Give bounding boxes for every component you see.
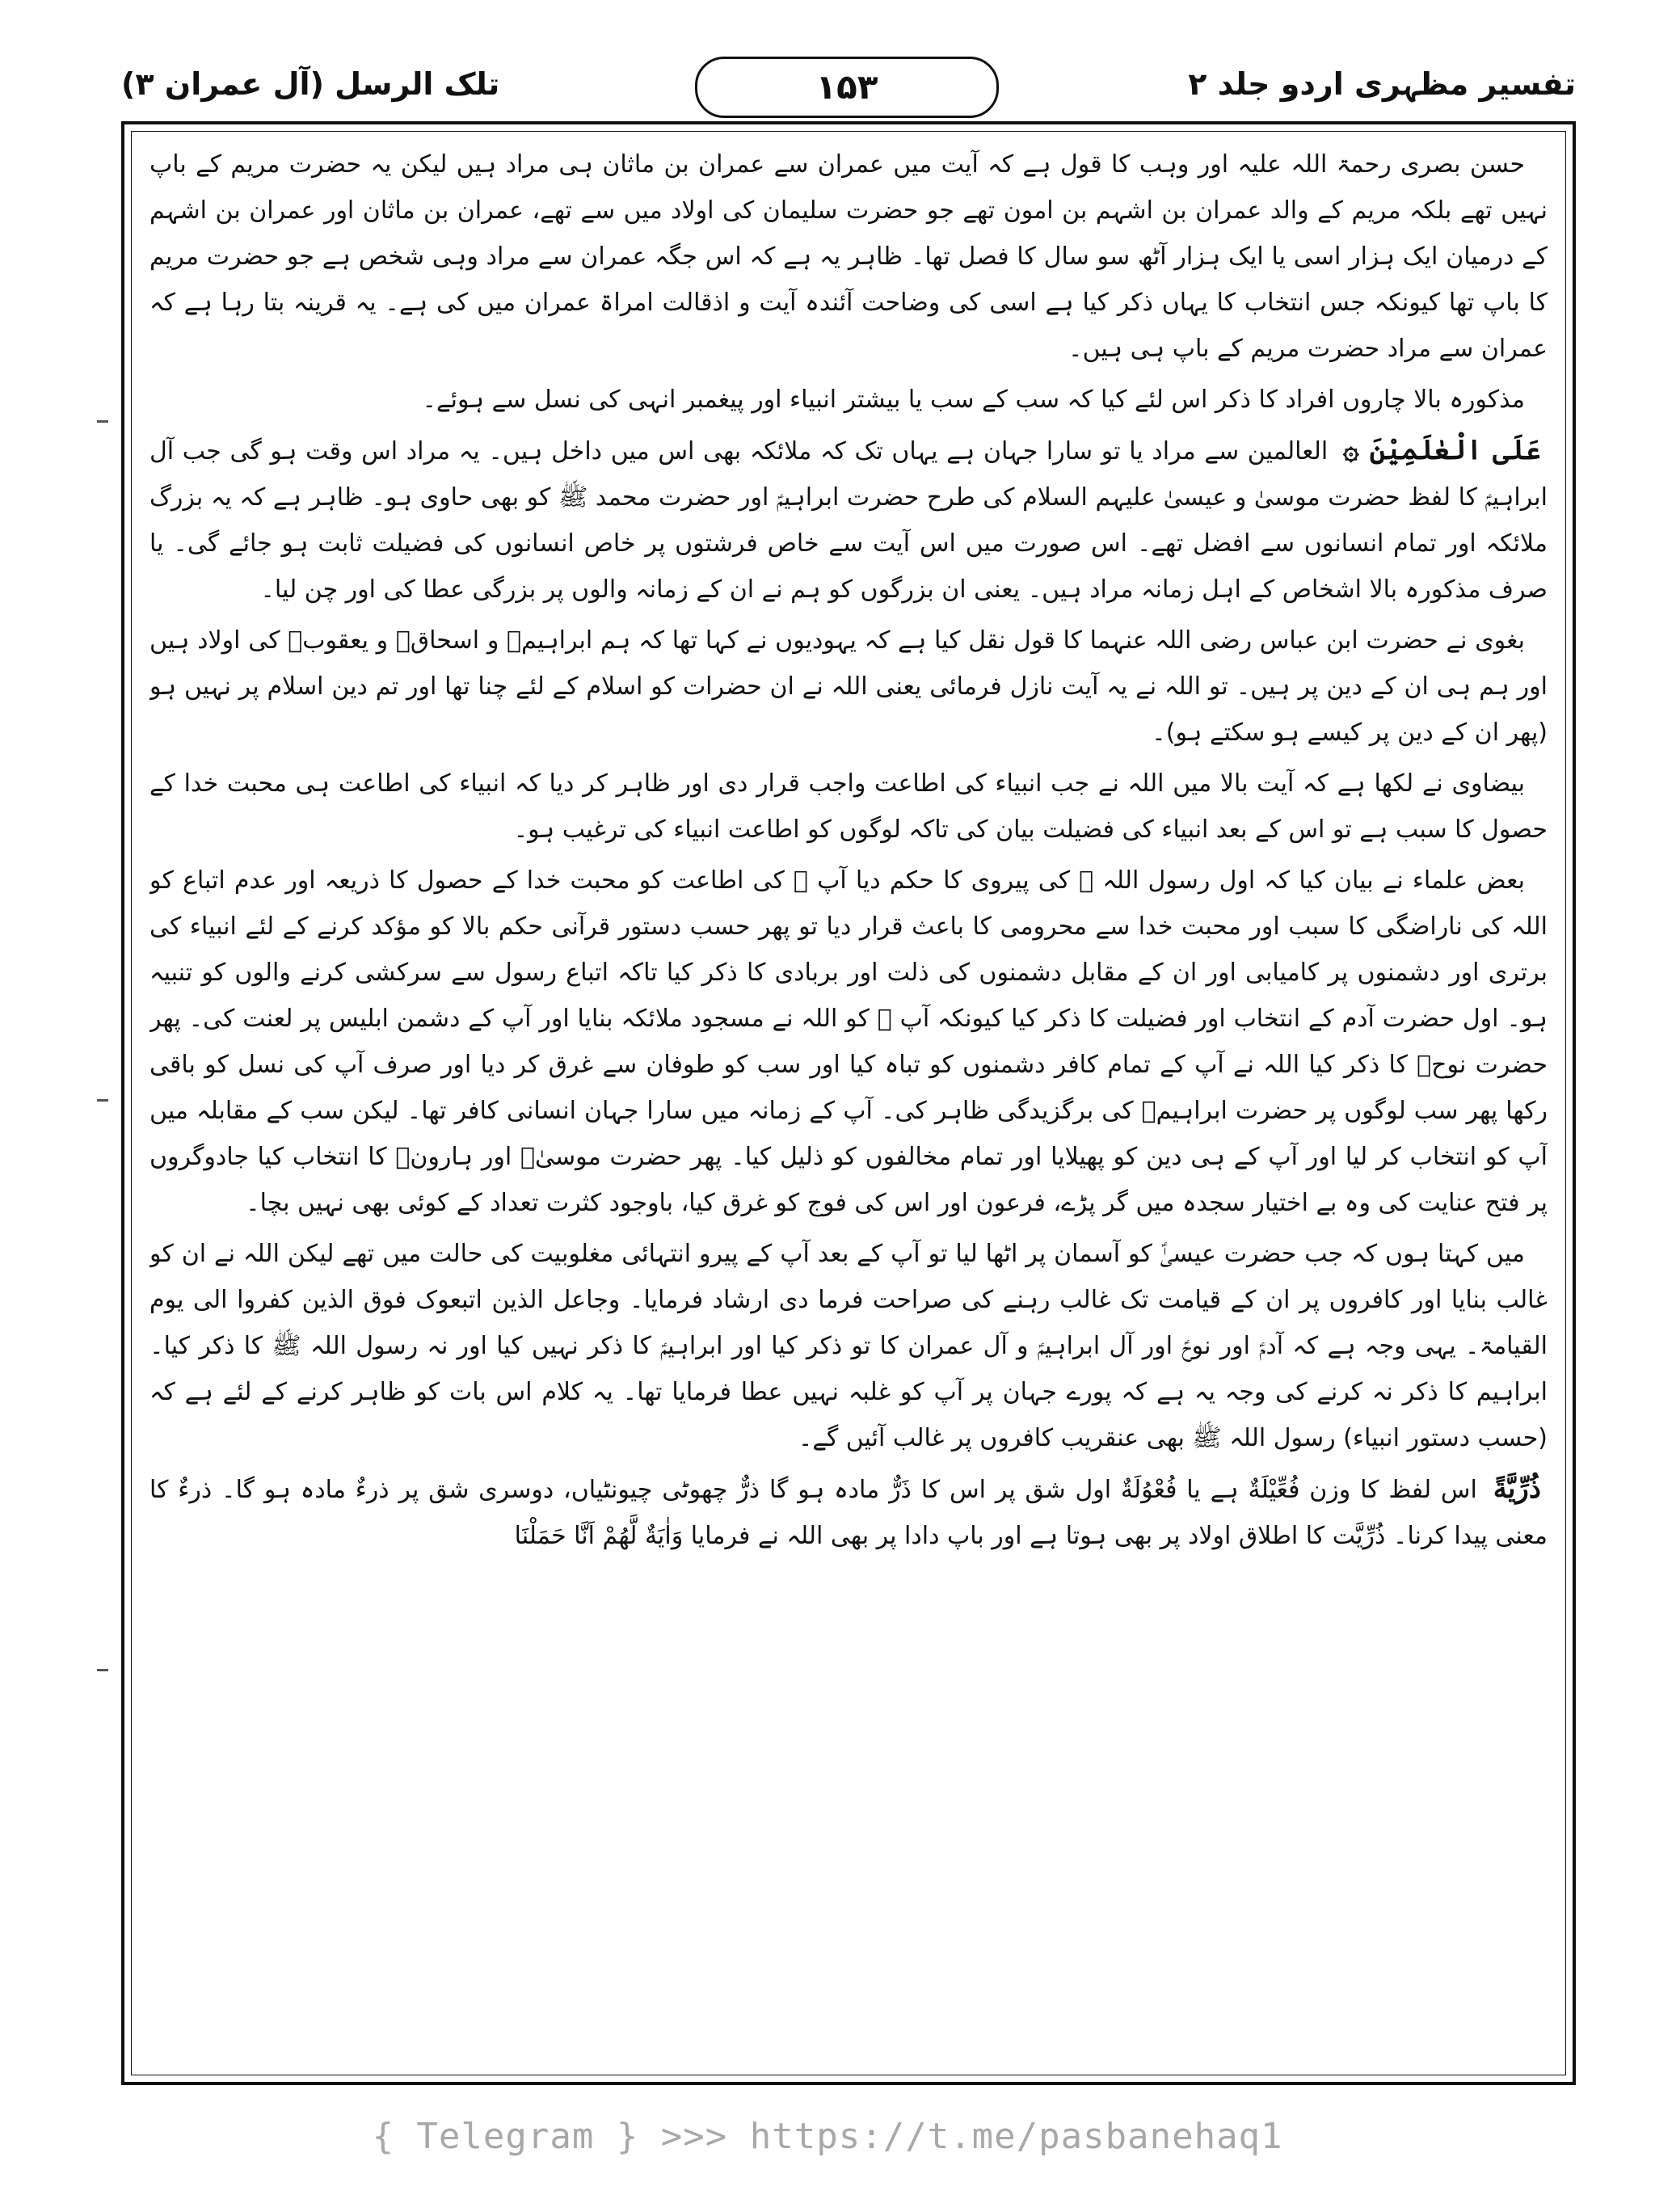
book-title: تفسیر مظہری اردو جلد ۲ [1188, 66, 1576, 102]
margin-mark [97, 1669, 108, 1679]
paragraph: مذکورہ بالا چاروں افراد کا ذکر اس لئے کیا کہ سب کے سب یا بیشتر انبیاء اور پیغمبر انہی کی نسل سے ہوئے۔ [422, 386, 1525, 414]
page-body [149, 141, 1548, 2065]
watermark-footer: { Telegram } >>> https://t.me/pasbanehaq1 [372, 2116, 1283, 2157]
chapter-title: تلک الرسل (آل عمران ۳) [121, 66, 500, 102]
verse-term: عَلَى الْعٰلَمِيْنَ ۞ [1342, 434, 1541, 466]
verse-paragraph [149, 1466, 1548, 1559]
paragraph: حسن بصری رحمۃ اللہ علیہ اور وہب کا قول ہے کہ آیت میں عمران سے عمران بن ماثان ہی مراد ہیں لیکن یہ حضرت مریم کے باپ نہیں تھے بلکہ مریم کے والد عمران بن اشہم بن امون تھے جو حضرت سلیمان کی اولاد میں سے تھے، عمران بن ماثان اور عمران بن اشہم کے درمیان ایک ہزار اسی یا ایک ہزار آٹھ سو سال کا فصل تھا۔ ظاہر یہ ہے کہ اس جگہ عمران سے مراد وہی شخص ہے جو حضرت مریم کا باپ تھا کیونکہ جس انتخاب کا یہاں ذکر کیا ہے اسی کی وضاحت آئندہ آیت و اذقالت امراۃ عمران میں کی ہے۔ یہ قرینہ بتا رہا ہے کہ عمران سے مراد حضرت مریم کے باپ ہی ہیں۔ [149, 150, 1548, 363]
margin-mark [97, 1099, 108, 1110]
paragraph: بغوی نے حضرت ابن عباس رضی اللہ عنہما کا قول نقل کیا ہے کہ یہودیوں نے کہا تھا کہ ہم ابراہیمؑ و اسحاقؑ و یعقوبؑ کی اولاد ہیں اور ہم ہی ان کے دین پر ہیں۔ تو اللہ نے یہ آیت نازل فرمائی یعنی اللہ نے ان حضرات کو اسلام کے لئے چنا تھا اور تم دین اسلام پر نہیں ہو (پھر ان کے دین پر کیسے ہو سکتے ہو)۔ [149, 626, 1548, 747]
paragraph: بیضاوی نے لکھا ہے کہ آیت بالا میں اللہ نے جب انبیاء کی اطاعت واجب قرار دی اور ظاہر کر دیا کہ انبیاء کی اطاعت ہی محبت خدا کے حصول کا سبب ہے تو اس کے بعد انبیاء کی فضیلت بیان کی تاکہ لوگوں کو اطاعت انبیاء کی ترغیب ہو۔ [149, 769, 1548, 844]
page-header [121, 57, 1576, 121]
paragraph: میں کہتا ہوں کہ جب حضرت عیسیٰؑ کو آسمان پر اٹھا لیا تو آپ کے بعد آپ کے پیرو انتہائی مغلوبیت کی حالت میں تھے لیکن اللہ نے ان کو غالب بنایا اور کافروں پر ان کے قیامت تک غالب رہنے کی صراحت فرما دی ارشاد فرمایا۔ وجاعل الذین اتبعوک فوق الذین کفروا الی یوم القیامۃ۔ یہی وجہ ہے کہ آدمؑ اور نوحؑ اور آل ابراہیمؑ و آل عمران کا تو ذکر کیا اور ابراہیمؑ کا ذکر نہیں کیا اور نہ رسول اللہ ﷺ کا ذکر کیا۔ ابراہیم کا ذکر نہ کرنے کی وجہ یہ ہے کہ پورے جہان پر آپ کو غلبہ نہیں عطا فرمایا تھا۔ یہ کلام اس بات کو ظاہر کرنے کے لئے ہے کہ (حسب دستور انبیاء) رسول اللہ ﷺ بھی عنقریب کافروں پر غالب آئیں گے۔ [149, 1240, 1548, 1452]
verse-paragraph [149, 428, 1548, 613]
paragraph: بعض علماء نے بیان کیا کہ اول رسول اللہ ﷺ کی پیروی کا حکم دیا آپ ﷺ کی اطاعت کو محبت خدا کے حصول کا ذریعہ اور عدم اتباع کو اللہ کی ناراضگی کا سبب اور محبت خدا سے محرومی کا باعث قرار دیا تو پھر حسب دستور قرآنی حکم بالا کو مؤکد کرنے کے لئے انبیاء کی برتری اور دشمنوں پر کامیابی اور ان کے مقابل دشمنوں کی ذلت اور بربادی کا ذکر کیا تاکہ اتباع رسول سے سرکشی کرنے والوں کو تنبیہ ہو۔ اول حضرت آدم کے انتخاب اور فضیلت کا ذکر کیا کیونکہ آپ ﷺ کو اللہ نے مسجود ملائکہ بنایا اور آپ کے دشمن ابلیس پر لعنت کی۔ پھر حضرت نوحؑ کا ذکر کیا اللہ نے آپ کے تمام کافر دشمنوں کو تباہ کیا اور سب کو طوفان سے غرق کر دیا اور صرف آپ کی نسل کو باقی رکھا پھر سب لوگوں پر حضرت ابراہیمؑ کی برگزیدگی ظاہر کی۔ آپ کے زمانہ میں سارا جہان انسانی کافر تھا۔ لیکن سب کے مقابلہ میں آپ کو انتخاب کر لیا اور آپ کے ہی دین کو پھیلایا اور تمام مخالفوں کو ذلیل کیا۔ پھر حضرت موسیٰؑ اور ہارونؑ کا انتخاب کیا جادوگروں پر فتح عنایت کی وہ بے اختیار سجدہ میں گر پڑے، فرعون اور اس کی فوج کو غرق کیا، باوجود کثرت تعداد کے کوئی بھی نہیں بچا۔ [149, 866, 1548, 1217]
verse-term: ذُرِّيَّةً [1493, 1473, 1541, 1505]
paragraph-text: اس لفظ کا وزن فُعِّيْلَةٌ ہے یا فُعْوُلَةٌ اول شق پر اس کا ذَرٌّ مادہ ہو گا ذرٌّ چھوٹی چیونٹیاں، دوسری شق پر ذرءٌ مادہ ہو گا۔ ذرءٌ کا معنی پیدا کرنا۔ ذُرِّيَّت کا اطلاق اولاد پر بھی ہوتا ہے اور باپ دادا پر بھی اللہ نے فرمایا وَاٰيَةٌ لَّهُمْ اَنَّا حَمَلْنَا [149, 1476, 1548, 1550]
page-number: ۱۵۳ [695, 57, 999, 118]
margin-mark [97, 420, 108, 431]
paragraph-text: العالمین سے مراد یا تو سارا جہان ہے یہاں تک کہ ملائکہ بھی اس میں داخل ہیں۔ یہ مراد اس وقت ہو گی جب آل ابراہیمؑ کا لفظ حضرت موسیٰ و عیسیٰ علیہم السلام کی طرح حضرت ابراہیمؑ اور حضرت محمد ﷺ کو بھی حاوی ہو۔ ظاہر ہے کہ یہ بزرگ ملائکہ اور تمام انسانوں سے افضل تھے۔ اس صورت میں اس آیت سے خاص فرشتوں پر خاص انسانوں کی فضیلت ثابت ہو جائے گی۔ یا صرف مذکورہ بالا اشخاص کے اہل زمانہ مراد ہیں۔ یعنی ان بزرگوں کو ہم نے ان کے زمانہ والوں پر بزرگی عطا کی اور چن لیا۔ [149, 437, 1548, 604]
